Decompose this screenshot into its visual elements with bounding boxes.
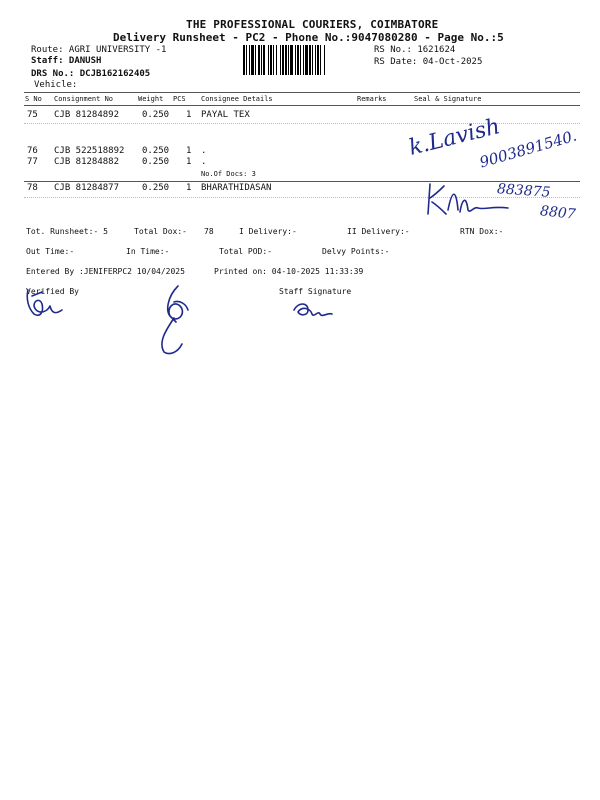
barcode-bar [285,45,287,75]
route-label: Route: AGRI UNIVERSITY -1 [31,45,167,55]
col-seal-signature: Seal & Signature [414,95,482,103]
runsheet-subtitle: Delivery Runsheet - PC2 - Phone No.:9047080280 - Page No.:5 [113,31,504,44]
barcode-bar [258,45,260,75]
row-consignment: CJB 81284882 [54,157,120,167]
delvy-points: Delvy Points:- [322,247,390,256]
row-consignment: CJB 81284877 [54,183,120,193]
row-consignment: CJB 522518892 [54,146,125,156]
barcode-bar [295,45,296,75]
rs-date: RS Date: 04-Oct-2025 [374,57,483,67]
barcode-bar [317,45,319,75]
ii-delivery: II Delivery:- [347,227,410,236]
barcode-bar [290,45,293,75]
row-consignee: . [201,146,207,156]
header-rule-top [24,92,580,93]
drs-number: DRS No.: DCJB162162405 [31,69,151,79]
row-consignee: BHARATHIDASAN [201,183,272,193]
barcode-bar [320,45,321,75]
col-consignee: Consignee Details [201,95,273,103]
rs-number: RS No.: 1621624 [374,45,456,55]
handwritten-number-2: 8807 [539,203,577,223]
verified-by-signature [22,284,72,324]
row-weight: 0.250 [142,157,170,167]
row-sno: 77 [27,157,38,167]
tot-runsheet: Tot. Runsheet:- 5 [26,227,108,236]
barcode-bar [324,45,325,75]
staff-label: Staff: DANUSH [31,56,102,66]
barcode-bar [305,45,308,75]
handwritten-receiver-name: k.Lavish [406,114,503,161]
row-consignee: . [201,157,207,167]
row-sno: 76 [27,146,38,156]
rtn-dox: RTN Dox:- [460,227,504,236]
barcode-bar [312,45,313,75]
row-pcs: 1 [186,157,192,167]
barcode-bar [246,45,247,75]
barcode-bar [300,45,301,75]
barcode-bar [273,45,274,75]
col-pcs: PCS [173,95,186,103]
barcode-bar [268,45,269,75]
vehicle-label: Vehicle: [34,80,78,90]
row-pcs: 1 [186,183,192,193]
barcode-bar [303,45,304,75]
row-weight: 0.250 [142,146,170,156]
barcode-bar [251,45,254,75]
row-weight: 0.250 [142,183,170,193]
handwritten-number-1: 883875 [496,181,551,201]
manager-signature [150,282,200,362]
barcode-bar [282,45,284,75]
header-rule-bottom [24,105,580,106]
verified-by-label: Verified By [26,287,79,296]
col-consignment: Consignment No [54,95,114,103]
printed-on: Printed on: 04-10-2025 11:33:39 [214,267,364,276]
total-dox-value: 78 [204,227,214,236]
row-sno: 75 [27,110,38,120]
barcode-bar [297,45,299,75]
company-title: THE PROFESSIONAL COURIERS, COIMBATORE [186,18,439,31]
barcode-bar [280,45,281,75]
barcode-bar [263,45,265,75]
barcode-bar [255,45,256,75]
barcode-bar [249,45,250,75]
row-weight: 0.250 [142,110,170,120]
row-consignee: PAYAL TEX [201,110,250,120]
barcode-bar [270,45,272,75]
row-sno: 78 [27,183,38,193]
row-pcs: 1 [186,110,192,120]
col-weight: Weight [138,95,164,103]
col-remarks: Remarks [357,95,387,103]
staff-signature-label: Staff Signature [279,287,352,296]
barcode-bar [243,45,245,75]
staff-signature [290,298,336,324]
total-pod: Total POD:- [219,247,272,256]
col-sno: S No [25,95,42,103]
barcode-bar [288,45,289,75]
barcode-bar [261,45,262,75]
barcode-bar [315,45,316,75]
i-delivery: I Delivery:- [239,227,297,236]
out-time: Out Time:- [26,247,75,256]
row-consignment: CJB 81284892 [54,110,120,120]
handwritten-phone: 9003891540. [477,126,579,172]
barcode-bar [309,45,311,75]
barcode [243,45,371,75]
entered-by: Entered By :JENIFERPC2 10/04/2025 [26,267,185,276]
total-dox-label: Total Dox:- [134,227,187,236]
in-time: In Time:- [126,247,170,256]
docs-count-note: No.Of Docs: 3 [201,170,256,178]
row-pcs: 1 [186,146,192,156]
barcode-bar [276,45,277,75]
